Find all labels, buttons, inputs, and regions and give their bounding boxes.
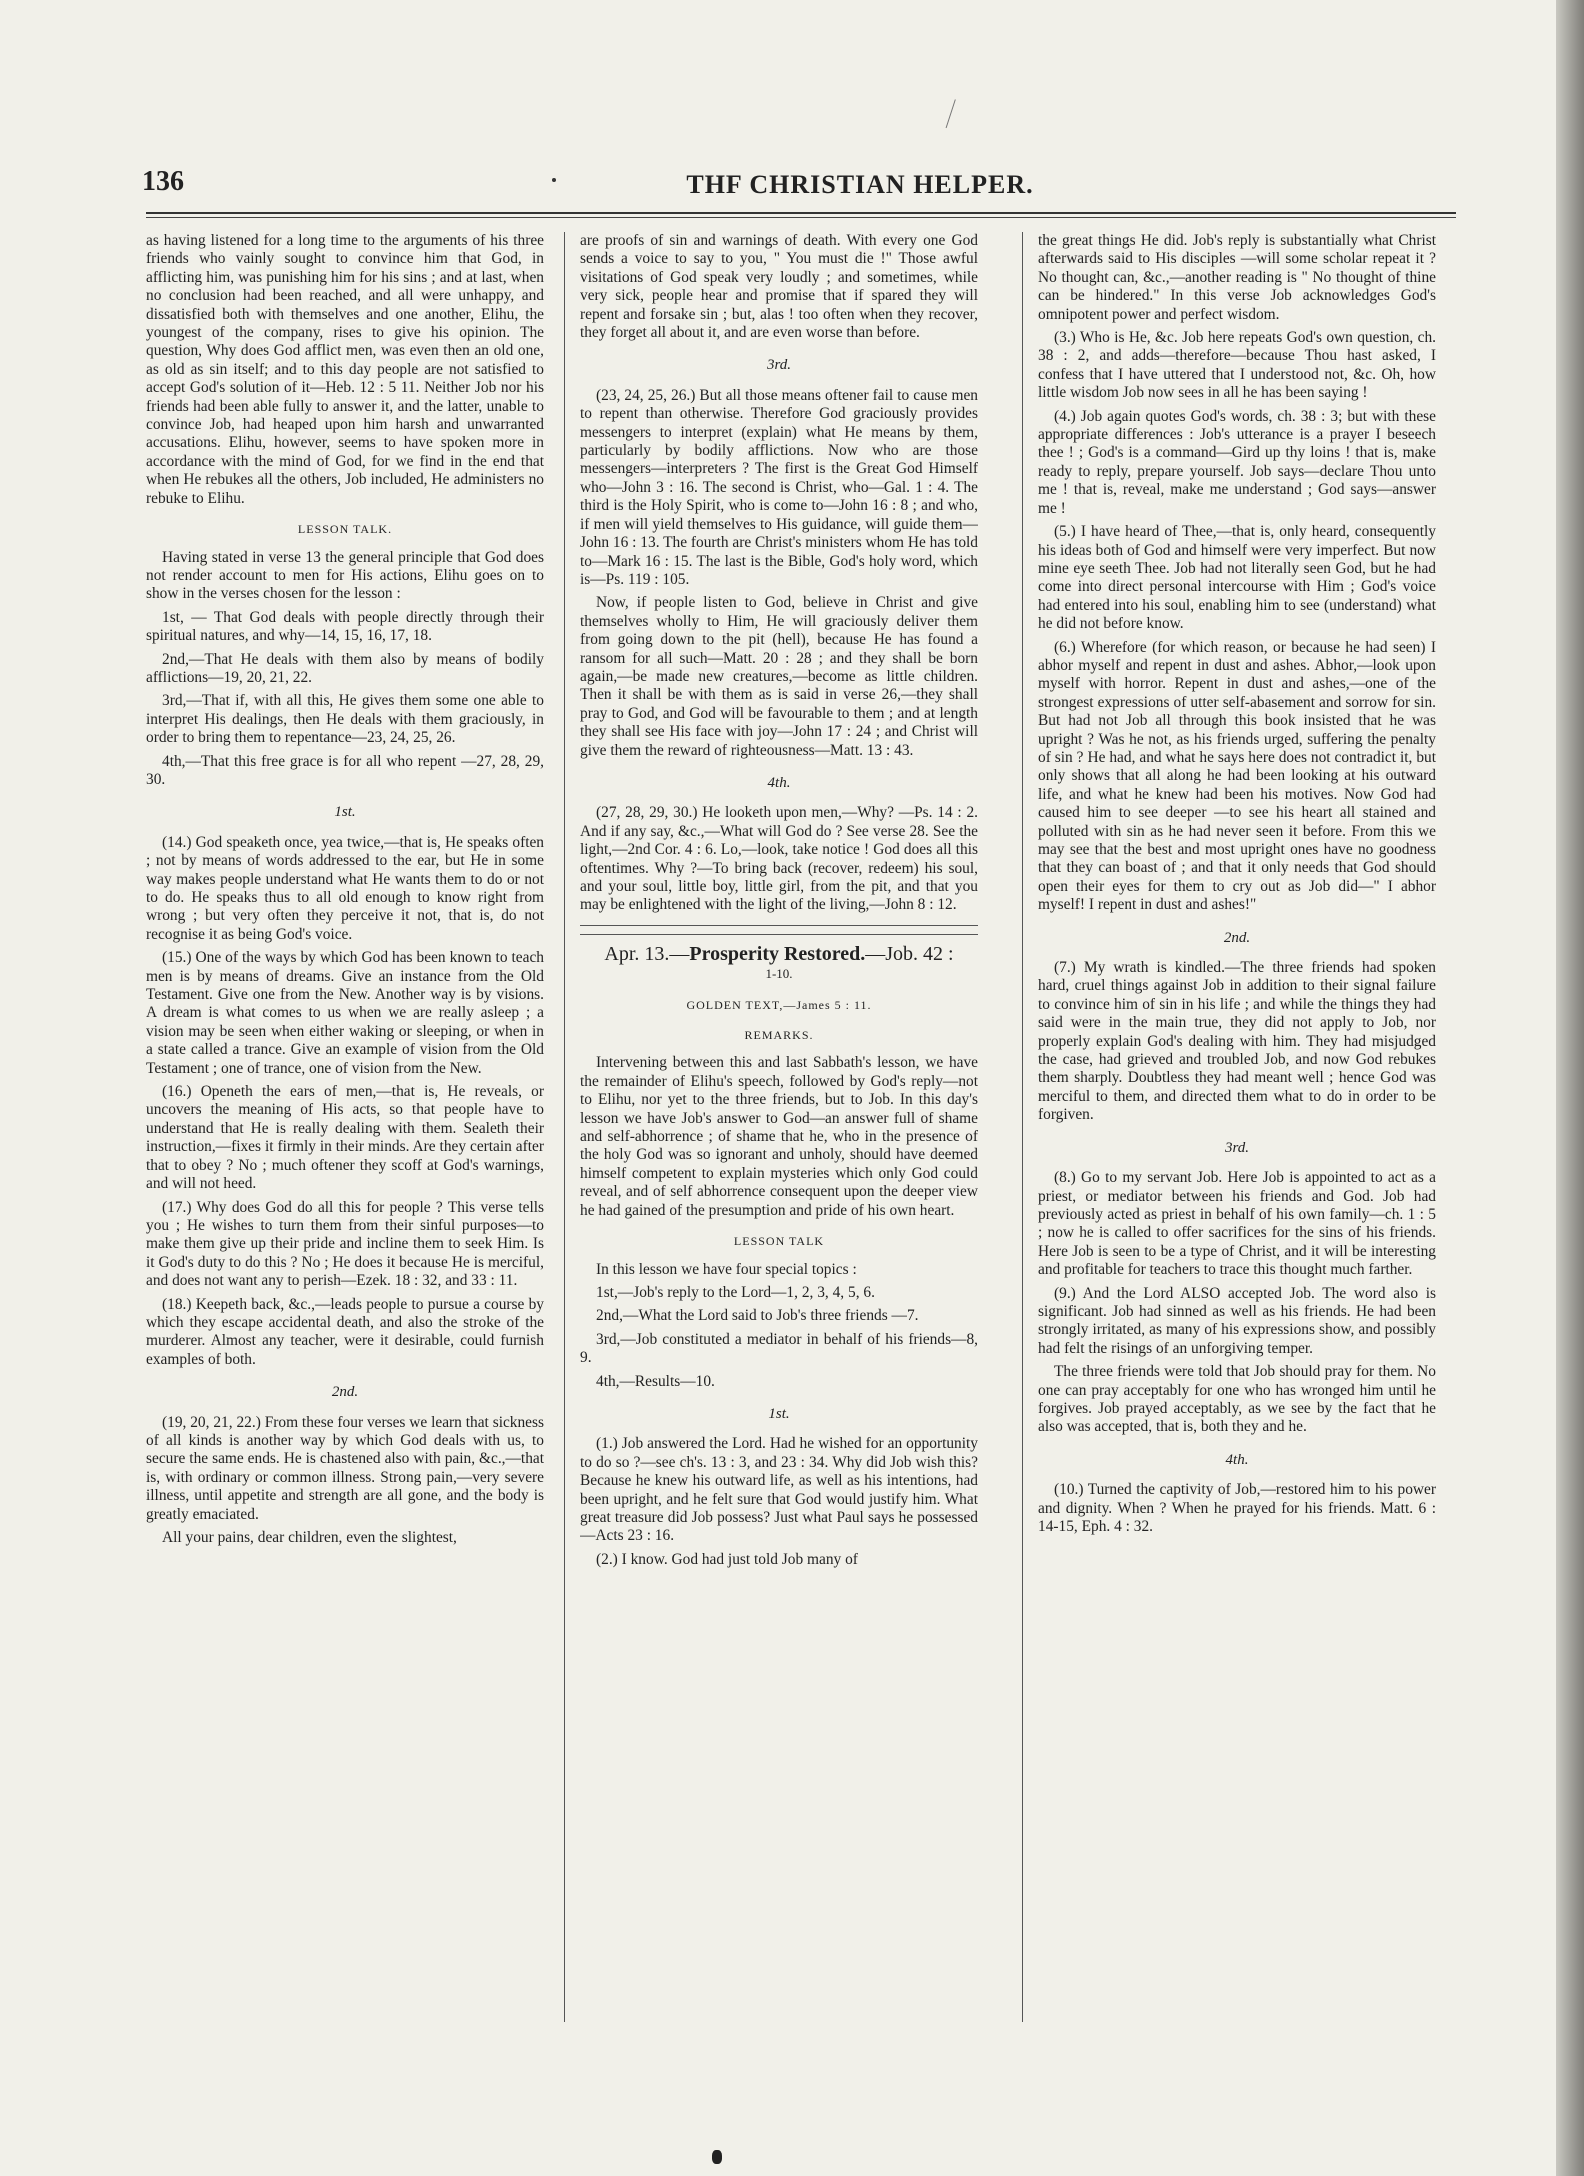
lesson-divider	[580, 925, 978, 926]
subsection-heading: 2nd.	[1223, 929, 1251, 946]
paragraph: (2.) I know. God had just told Job many of	[596, 1550, 858, 1568]
subsection-heading: 3rd.	[1224, 1139, 1250, 1156]
column-divider	[1022, 232, 1023, 2022]
paragraph: 3rd,—Job constituted a mediator in behalf of his friends—8, 9.	[580, 1330, 978, 1367]
lesson-scripture: —Job. 42 :	[865, 942, 954, 965]
paragraph: (9.) And the Lord ALSO accepted Job. The word also is significant. Job had sinned as well as his friends. He had been strongly irritated, as many of his expressions show, and possibly had felt the risings of an unforgiving temper.	[1038, 1284, 1436, 1357]
paragraph: (16.) Openeth the ears of men,—that is, He reveals, or uncovers the meaning of His acts, so that people have to understand that He is really dealing with them. Sealeth their instruction,—fixes it firmly in their minds. Are they certain after that to obey ? No ; much oftener they scoff at God's warnings, and will not heed.	[146, 1083, 544, 1193]
header-rule	[146, 212, 1456, 214]
paragraph: (23, 24, 25, 26.) But all those means oftener fail to cause men to repent than otherwise. Therefore God graciously provides messengers to interpret (explain) what He means by them, particularly by bodily afflictions. Now who are those messengers—interpreters ? The first is the Great God Himself who—John 3 : 16. The second is Christ, who—Gal. 1 : 4. The third is the Holy Spirit, who is come to—John 16 : 8 ; and who, if men will yield themselves to His guidance, will guide them—John 16 : 13. The fourth are Christ's ministers whom He has told to—Mark 16 : 15. The last is the Bible, God's holy word, which is—Ps. 119 : 105.	[580, 386, 978, 588]
subsection-heading: 3rd.	[766, 357, 792, 374]
column-3	[1038, 232, 1436, 1992]
paragraph: 4th,—Results—10.	[596, 1372, 715, 1390]
page-edge-shadow	[1556, 0, 1584, 2176]
subsection-heading: 4th.	[767, 774, 791, 791]
lesson-verses: 1-10.	[765, 966, 793, 982]
golden-text: GOLDEN TEXT,—James 5 : 11.	[686, 997, 872, 1012]
paragraph: the great things He did. Job's reply is substantially what Christ afterwards said to His disciples —will some scholar repeat it ? No thought can, &c.,—another reading is " No thought of thine can be hindered." In this verse Job acknowledges God's omnipotent power and perfect wisdom.	[1038, 232, 1436, 323]
paragraph: In this lesson we have four special topics :	[596, 1260, 857, 1278]
subsection-heading: 2nd.	[331, 1384, 359, 1401]
paragraph: Having stated in verse 13 the general principle that God does not render account to men for His actions, Elihu goes on to show in the verses chosen for the lesson :	[146, 548, 544, 603]
paragraph: (17.) Why does God do all this for people ? This verse tells you ; He wishes to turn them from their sinful purposes—to make them give up their pride and incline them to seek Him. Is it God's duty to do this ? No ; He does it because He is merciful, and does not want any to perish—Ezek. 18 : 32, and 33 : 11.	[146, 1198, 544, 1290]
paragraph: as having listened for a long time to the arguments of his three friends who vainly sought to convince him that God, in afflicting him, was punishing him for his sins ; and at last, when no conclusion had been reached, and all were unhappy, and dissatisfied both with themselves and one another, Elihu, the youngest of the company, rises to give his opinion. The question, Why does God afflict men, was even then an old one, as old as sin itself; and to this day people are not satisfied to accept God's solution of it—Heb. 12 : 5 11. Neither Job nor his friends had been able fully to answer it, and the latter, unable to convince Job, had heaped upon him harsh and unwarranted accusations. Elihu, however, seems to have spoken more in accordance with the mind of God, for we find in the end that when He rebukes all the others, Job included, He administers no rebuke to Elihu.	[146, 232, 544, 507]
pencil-mark	[946, 99, 964, 130]
section-heading: LESSON TALK	[733, 1234, 825, 1249]
paragraph: 2nd,—That He deals with them also by means of bodily afflictions—19, 20, 21, 22.	[146, 650, 544, 686]
running-head: THF CHRISTIAN HELPER.	[686, 170, 1034, 199]
lesson-divider-thin	[580, 934, 978, 935]
paragraph: 2nd,—What the Lord said to Job's three friends —7.	[596, 1307, 919, 1325]
paragraph: (18.) Keepeth back, &c.,—leads people to pursue a course by which they escape accidental death, and also the stroke of the murderer. Almost any teacher, were it desirable, could furnish examples of both.	[146, 1295, 544, 1368]
lesson-title: Prosperity Restored.	[689, 942, 866, 965]
paragraph: (1.) Job answered the Lord. Had he wished for an opportunity to do so ?—see ch's. 13 : 3, and 23 : 34. Why did Job wish this? Because he knew his outward life, as well as his intentions, had been upright, and he felt sure that God would justify him. What great treasure did Job possess? Just what Paul says he possessed—Acts 23 : 16.	[580, 1435, 978, 1545]
paragraph: (4.) Job again quotes God's words, ch. 38 : 3; but with these appropriate differences : Job's utterance is a prayer I beseech thee ! ; God's is a command—Gird up thy loins ! that is, make ready to reply, prepare yourself. Job says—declare Thou unto me ! that is, reveal, make me understand ; God says—answer me !	[1038, 407, 1436, 517]
paragraph: (14.) God speaketh once, yea twice,—that is, He speaks often ; not by means of words addressed to the ear, but He in some way makes people understand what He wants them to do or not to do. He speaks thus to all old enough to know right from wrong ; but very often they perceive it not, that is, do not recognise it as being God's voice.	[146, 833, 544, 943]
lesson-date: Apr. 13.—	[604, 942, 690, 965]
paragraph: (27, 28, 29, 30.) He looketh upon men,—Why? —Ps. 14 : 2. And if any say, &c.,—What will God do ? See verse 28. See the light,—2nd Cor. 4 : 6. Lo,—look, take notice ! God does all this oftentimes. Why ?—To bring back (recover, redeem) his soul, and your soul, little boy, little girl, from the pit, and that you may be enlightened with the light of the living,—John 8 : 12.	[580, 804, 978, 914]
section-heading: REMARKS.	[744, 1028, 814, 1043]
page-number: 136	[142, 166, 184, 197]
paragraph: The three friends were told that Job should pray for them. No one can pray acceptably for one who has wronged him until he forgives. Job prayed acceptably, as we see by the fact that he also was accepted, that is, both they and he.	[1038, 1363, 1436, 1436]
paragraph: (5.) I have heard of Thee,—that is, only heard, consequently his ideas both of God and himself were very imperfect. But now mine eye seeth Thee. Job had not literally seen God, but he had come into direct personal intercourse with Him ; God's voice had entered into his soul, enabling him to see (understand) what he did not before know.	[1038, 523, 1436, 633]
paragraph: (15.) One of the ways by which God has been known to teach men is by means of dreams. Give an instance from the Old Testament. Give one from the New. Another way is by visions. A dream is what comes to us when we are really asleep ; a vision may be seen when either waking or sleeping, or when in a state called a trance. Give an example of vision from the Old Testament ; one of trance, one of vision from the New.	[146, 949, 544, 1077]
paragraph: (6.) Wherefore (for which reason, or because he had seen) I abhor myself and repent in dust and ashes. Abhor,—look upon myself with horror. Repent in dust and ashes,—one of the strongest expressions of utter self-abasement and sorrow for sin. But had not Job all through this book insisted that he was upright ? Was he not, as his friends urged, suffering the penalty of sin ? He had, and what he says here does not contradict it, but only shows that all along he had been looking at his outward life, and what he knew had been his motives. Now God had caused him to see deeper —to see his heart all stained and polluted with sin as he had never seen it before. From this we may see that the best and most upright ones have no goodness that they can boast of ; and that it only needs that God should open their eyes for them to cry out as Job did—" I abhor myself! I repent in dust and ashes!"	[1038, 638, 1436, 914]
page-header	[142, 156, 1458, 212]
paragraph: (19, 20, 21, 22.) From these four verses we learn that sickness of all kinds is another way by which God deals with us, to secure the same ends. He is chastened also with pain, &c.,—that is, with ordinary or common illness. Strong pain,—very severe illness, until appetite and strength are all gone, and the body is greatly emaciated.	[146, 1413, 544, 1523]
paragraph: Now, if people listen to God, believe in Christ and give themselves wholly to Him, He will graciously deliver them from going down to the pit (hell), because He has found a ransom for all such—Matt. 20 : 28 ; and they shall be born again,—be made new creatures,—become as little children. Then it shall be with them as is said in verse 26,—they shall pray to God, and God will be favourable to them ; and at length they shall see His face with joy—John 17 : 24 ; and Christ will give them the reward of righteousness—Matt. 13 : 43.	[580, 594, 978, 759]
paragraph: All your pains, dear children, even the slightest,	[162, 1529, 457, 1546]
paragraph: Intervening between this and last Sabbath's lesson, we have the remainder of Elihu's speech, followed by God's reply—not to Elihu, nor yet to the three friends, but to Job. In this day's lesson we have Job's answer to God—an answer full of shame and self-abhorrence ; of shame that he, who in the presence of the holy God was so ignorant and unholy, should have deemed himself competent to explain mysteries which only God could reveal, and of self abhorrence consequent upon the deeper view he had gained of the presumption and pride of his own heart.	[580, 1054, 978, 1219]
paragraph: (10.) Turned the captivity of Job,—restored him to his power and dignity. When ? When he prayed for his friends. Matt. 6 : 14-15, Eph. 4 : 32.	[1038, 1481, 1436, 1535]
header-rule-thin	[146, 217, 1456, 218]
ink-blot	[712, 2150, 722, 2164]
subsection-heading: 1st.	[768, 1405, 790, 1422]
column-1	[146, 232, 544, 1992]
paragraph: 1st, — That God deals with people directly through their spiritual natures, and why—14, 15, 16, 17, 18.	[146, 608, 544, 645]
paragraph: 4th,—That this free grace is for all who repent —27, 28, 29, 30.	[146, 752, 544, 788]
column-2	[580, 232, 978, 1992]
section-heading: LESSON TALK.	[297, 522, 393, 537]
paragraph: (3.) Who is He, &c. Job here repeats God's own question, ch. 38 : 2, and adds—therefore—because Thou hast asked, I confess that I have uttered that I understood not, &c. Oh, how little wisdom Job now sees in all he has been saying !	[1038, 329, 1436, 402]
paragraph: are proofs of sin and warnings of death. With every one God sends a voice to say to you, " You must die !" Those awful visitations of God speak very loudly ; and sometimes, while very sick, people hear and promise that if spared they will repent and forsake sin ; but, alas ! too often when they recover, they forget all about it, and are even worse than before.	[580, 232, 978, 342]
paragraph: (8.) Go to my servant Job. Here Job is appointed to act as a priest, or mediator between his friends and God. Job had previously acted as priest in behalf of his own family—ch. 1 : 5 ; now he is called to offer sacrifices for the sins of his friends. Here Job is seen to be a type of Christ, and it will be interesting and profitable for teachers to trace this thought much farther.	[1038, 1169, 1436, 1279]
subsection-heading: 1st.	[334, 804, 356, 821]
paragraph: (7.) My wrath is kindled.—The three friends had spoken hard, cruel things against Job in addition to their signal failure to convince him of sin in his life ; and while the things they had said were in the main true, they did not apply to Job, nor properly explain God's dealing with him. They had misjudged the case, had grieved and troubled Job, and now God rebukes them sharply. Doubtless they had meant well ; hence God was merciful to them, and directed them what to do in order to be forgiven.	[1038, 959, 1436, 1124]
column-divider	[564, 232, 565, 2022]
subsection-heading: 4th.	[1225, 1451, 1249, 1468]
paragraph: 1st,—Job's reply to the Lord—1, 2, 3, 4, 5, 6.	[596, 1283, 875, 1301]
paragraph: 3rd,—That if, with all this, He gives them some one able to interpret His dealings, then He deals with them graciously, in order to bring them to repentance—23, 24, 25, 26.	[146, 692, 544, 747]
lesson-heading	[580, 942, 978, 965]
